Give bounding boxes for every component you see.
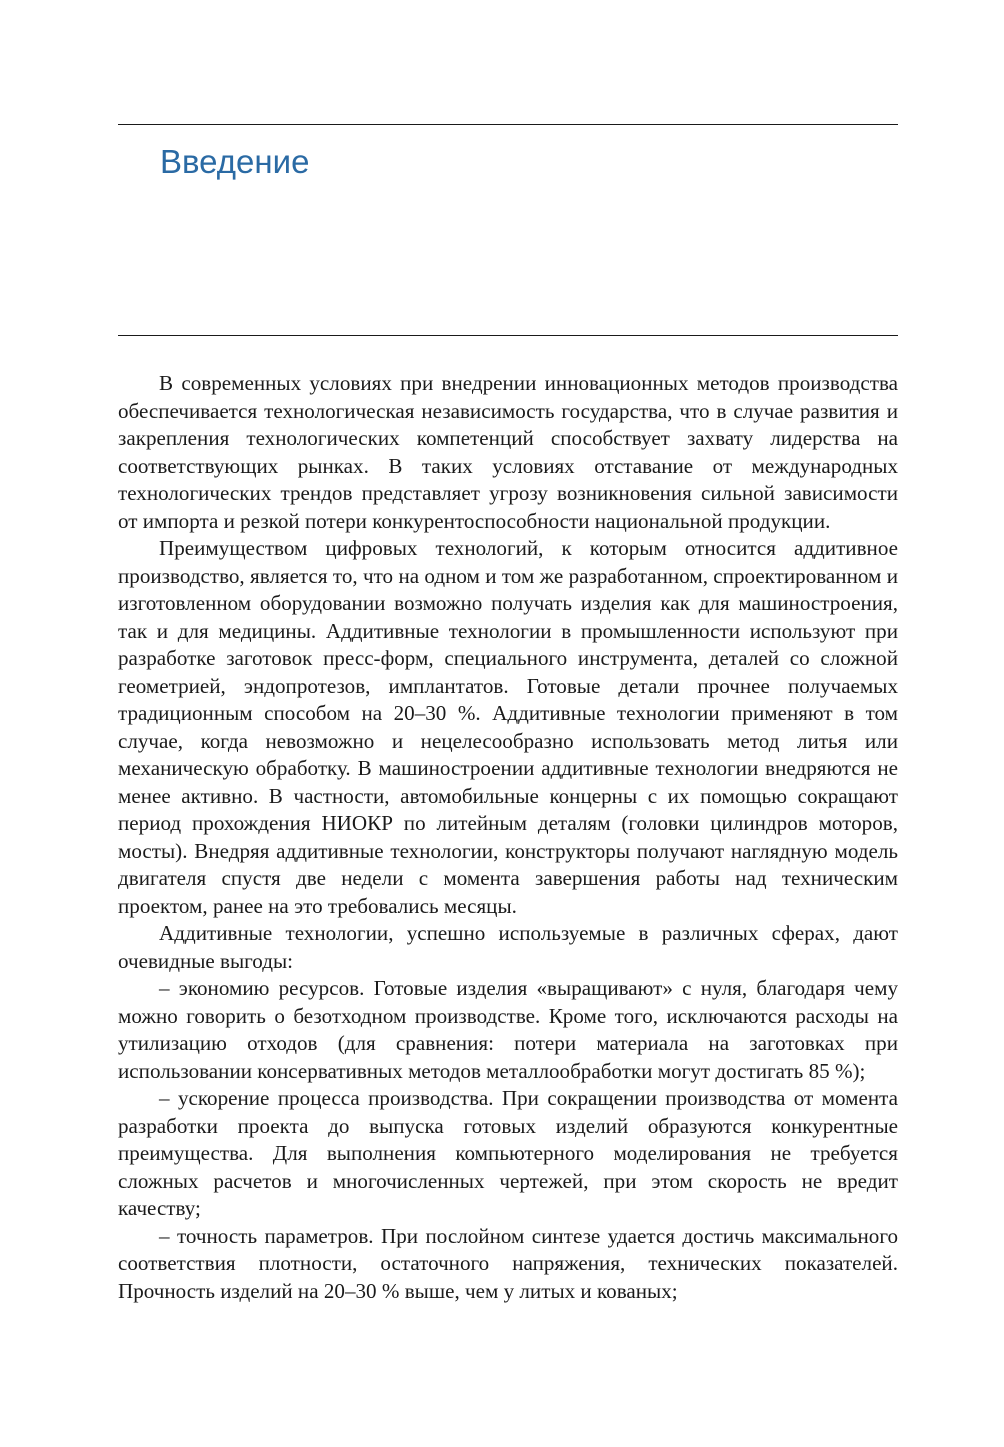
body-text [118,370,898,1305]
paragraph-advantages: Преимуществом цифровых технологий, к которым относится аддитивное производство, является то, что на одном и том же разработанном, спроектированном и изготовленном оборудовании возможно получать изделия как для машиностроения, так и для медицины. Аддитивные технологии в промышленности используют при разработке заготовок пресс-форм, специального инструмента, деталей со сложной геометрией, эндопротезов, имплантатов. Готовые детали прочнее получаемых традиционным способом на 20–30 %. Аддитивные технологии применяют в том случае, когда невозможно и нецелесообразно использовать метод литья или механическую обработку. В машиностроении аддитивные технологии внедряются не менее активно. В частности, автомобильные концерны с их помощью сокращают период прохождения НИОКР по литейным деталям (головки цилиндров моторов, мосты). Внедряя аддитивные технологии, конструкторы получают наглядную модель двигателя спустя две недели с момента завершения работы над техническим проектом, ранее на это требовались месяцы. [118,536,898,918]
bottom-rule [118,335,898,336]
list-item-production-speed: – ускорение процесса производства. При сокращении производства от момента разработки проекта до выпуска готовых изделий образуются конкурентные преимущества. Для выполнения компьютерного моделирования не требуется сложных расчетов и многочисленных чертежей, при этом скорость не вредит качеству; [118,1086,898,1220]
list-item-precision: – точность параметров. При послойном синтезе удается достичь максимального соответствия плотности, остаточного напряжения, технических показателей. Прочность изделий на 20–30 % выше, чем у литых и кованых; [118,1223,898,1303]
chapter-title: Введение [160,143,310,180]
top-rule [118,124,898,125]
list-item-resource-economy: – экономию ресурсов. Готовые изделия «выращивают» с нуля, благодаря чему можно говорить о безотходном производстве. Кроме того, исключаются расходы на утилизацию отходов (для сравнения: потери материала на заготовках при использовании консервативных методов металлообработки могут достигать 85 %); [118,976,898,1083]
paragraph-intro: В современных условиях при внедрении инновационных методов производства обеспечивается технологическая независимость государства, что в случае развития и закрепления технологических компетенций способствует захвату лидерства на соответствующих рынках. В таких условиях отставание от международных технологических трендов представляет угрозу возникновения сильной зависимости от импорта и резкой потери конкурентоспособности национальной продукции. [118,371,898,533]
paragraph-benefits-lead: Аддитивные технологии, успешно используемые в различных сферах, дают очевидные выгоды: [118,921,898,973]
